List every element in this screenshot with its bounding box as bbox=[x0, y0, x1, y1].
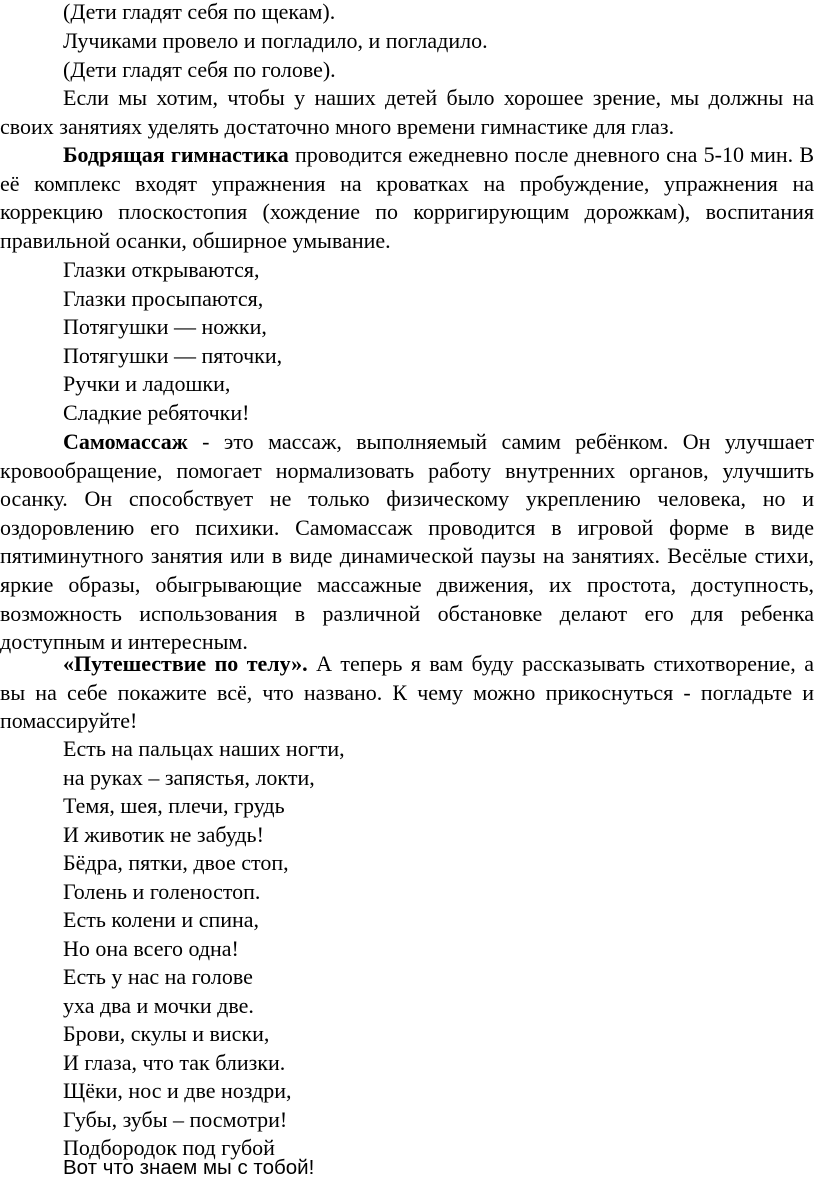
body-poem-line: на руках – запястья, локти, bbox=[63, 765, 315, 790]
wake-poem-line: Глазки открываются, bbox=[63, 257, 260, 282]
self-massage-text: - это массаж, выполняемый самим ребёнком. Он улучшает кровообращение, помогает нормализовать работу внутренних органов, улучшить осанку. Он способствует не только физическому укреплению человека, но и оздоровлению его психики. Самомассаж проводится в игровой форме в виде пятиминутного занятия или в виде динамической паузы на занятиях. Весёлые стихи, яркие образы, обыгрывающие массажные движения, их простота, доступность, возможность использования в различной обстановке делают его для ребенка доступным и интересным. bbox=[0, 429, 814, 655]
wake-poem-line: Потягушки — ножки, bbox=[63, 314, 267, 339]
morning-gymnastics-paragraph bbox=[0, 141, 814, 255]
body-journey-text: А теперь я вам буду рассказывать стихотворение, а вы на себе покажите всё, что названо. К чему можно прикоснуться - погладьте и помассируйте! bbox=[0, 651, 814, 734]
body-poem-line: Голень и голеностоп. bbox=[63, 879, 261, 904]
morning-gymnastics-term: Бодрящая гимнастика bbox=[63, 142, 289, 167]
body-journey-term: «Путешествие по телу». bbox=[63, 651, 308, 676]
body-poem-line: Бёдра, пятки, двое стоп, bbox=[63, 850, 289, 875]
wake-poem-line: Потягушки — пяточки, bbox=[63, 343, 283, 368]
self-massage-paragraph bbox=[0, 428, 814, 657]
body-poem-line: Есть у нас на голове bbox=[63, 964, 253, 989]
body-poem-line: Темя, шея, плечи, грудь bbox=[63, 793, 285, 818]
body-journey-paragraph bbox=[0, 650, 814, 736]
opening-line: (Дети гладят себя по голове). bbox=[63, 57, 336, 82]
morning-gymnastics-text: проводится ежедневно после дневного сна 5-10 мин. В её комплекс входят упражнения на кроватках на пробуждение, упражнения на коррекцию плоскостопия (хождение по корригирующим дорожкам), воспитания правильной осанки, обширное умывание. bbox=[0, 142, 814, 253]
body-poem-line: Губы, зубы – посмотри! bbox=[63, 1107, 288, 1132]
body-poem-line: Подбородок под губой bbox=[63, 1135, 275, 1160]
body-poem-line: Но она всего одна! bbox=[63, 936, 239, 961]
opening-line: (Дети гладят себя по щекам). bbox=[63, 0, 336, 24]
body-poem-line: И животик не забудь! bbox=[63, 822, 264, 847]
body-poem-line: уха два и мочки две. bbox=[63, 993, 254, 1018]
closing-line: Вот что знаем мы с тобой! bbox=[63, 1156, 315, 1179]
eye-gymnastics-paragraph: Если мы хотим, чтобы у наших детей было хорошее зрение, мы должны на своих занятиях уделять достаточно много времени гимнастике для глаз. bbox=[0, 85, 814, 139]
wake-poem-line: Сладкие ребяточки! bbox=[63, 400, 250, 425]
wake-poem-line: Глазки просыпаются, bbox=[63, 286, 264, 311]
opening-line: Лучиками провело и погладило, и погладило. bbox=[63, 28, 488, 53]
wake-poem-line: Ручки и ладошки, bbox=[63, 371, 231, 396]
body-poem-line: И глаза, что так близки. bbox=[63, 1050, 286, 1075]
body-poem-line: Щёки, нос и две ноздри, bbox=[63, 1078, 292, 1103]
self-massage-term: Самомассаж bbox=[63, 429, 188, 454]
body-poem-line: Брови, скулы и виски, bbox=[63, 1021, 270, 1046]
body-poem-line: Есть на пальцах наших ногти, bbox=[63, 736, 345, 761]
body-poem-line: Есть колени и спина, bbox=[63, 907, 260, 932]
